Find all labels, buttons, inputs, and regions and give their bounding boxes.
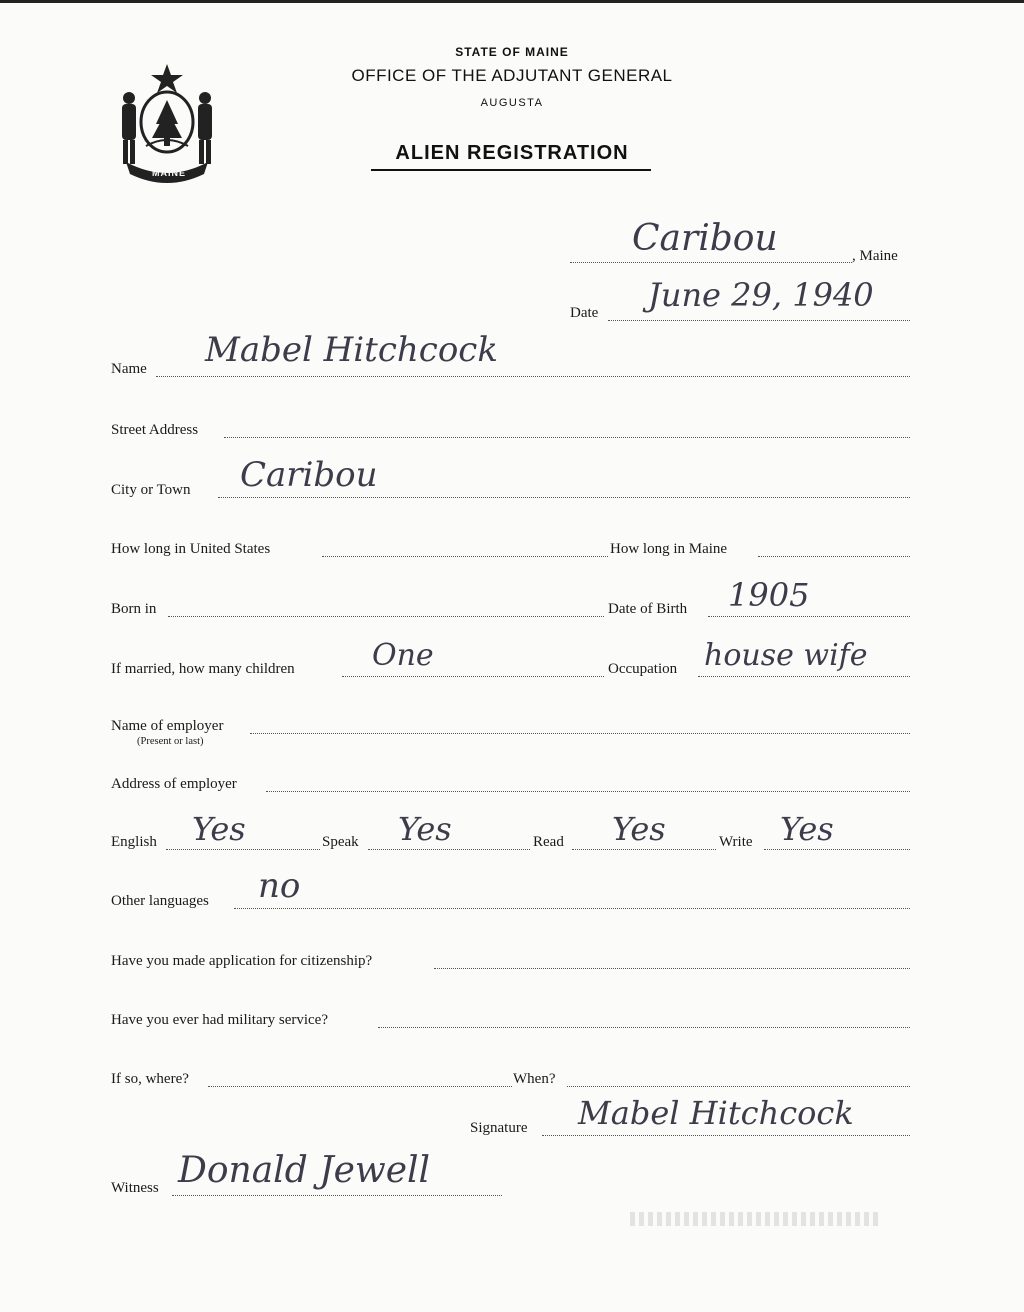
- dob-value: 1905: [728, 576, 810, 614]
- signature-line: [542, 1135, 910, 1136]
- speak-label: Speak: [322, 834, 359, 850]
- occupation-value: house wife: [704, 638, 868, 673]
- date-value: June 29, 1940: [648, 276, 874, 314]
- place-value: Caribou: [632, 218, 778, 259]
- us-label: How long in United States: [111, 541, 271, 557]
- header-city: AUGUSTA: [480, 97, 544, 109]
- write-label: Write: [719, 834, 753, 850]
- date-label: Date: [570, 305, 599, 321]
- english-label: English: [111, 834, 157, 850]
- employer-line: [250, 733, 910, 734]
- write-value: Yes: [780, 810, 834, 848]
- english-value: Yes: [192, 810, 246, 848]
- when-line: [567, 1086, 910, 1087]
- dob-label: Date of Birth: [608, 601, 688, 617]
- place-line: [570, 262, 852, 263]
- signature-value: Mabel Hitchcock: [578, 1094, 854, 1132]
- header-state: STATE OF MAINE: [455, 45, 569, 59]
- employer-address-line: [266, 791, 910, 792]
- employer-sublabel: (Present or last): [137, 736, 204, 747]
- seal-motto: MAINE: [152, 168, 186, 178]
- header-office: OFFICE OF THE ADJUTANT GENERAL: [351, 66, 673, 85]
- citizenship-label: Have you made application for citizenship?: [111, 953, 373, 969]
- english-line: [166, 849, 320, 850]
- where-line: [208, 1086, 512, 1087]
- signature-label: Signature: [470, 1120, 528, 1136]
- read-label: Read: [533, 834, 564, 850]
- faint-stamp-mark: [630, 1212, 880, 1226]
- city-label: City or Town: [111, 482, 191, 498]
- write-line: [764, 849, 910, 850]
- read-value: Yes: [612, 810, 666, 848]
- form-title: ALIEN REGISTRATION: [395, 142, 629, 164]
- born-line: [168, 616, 604, 617]
- employer-address-label: Address of employer: [111, 776, 237, 792]
- top-border: [0, 0, 1024, 3]
- witness-value: Donald Jewell: [178, 1150, 431, 1191]
- speak-value: Yes: [398, 810, 452, 848]
- city-value: Caribou: [240, 455, 378, 495]
- other-languages-line: [234, 908, 910, 909]
- occupation-label: Occupation: [608, 661, 678, 677]
- other-languages-value: no: [258, 866, 301, 906]
- employer-label: Name of employer: [111, 718, 224, 734]
- speak-line: [368, 849, 530, 850]
- children-line: [342, 676, 604, 677]
- maine-line: [758, 556, 910, 557]
- us-line: [322, 556, 608, 557]
- name-line: [156, 376, 910, 377]
- citizenship-line: [434, 968, 910, 969]
- born-label: Born in: [111, 601, 157, 617]
- children-label: If married, how many children: [111, 661, 295, 677]
- title-underline: [371, 169, 651, 171]
- street-label: Street Address: [111, 422, 199, 438]
- place-suffix: , Maine: [852, 248, 898, 264]
- name-value: Mabel Hitchcock: [205, 330, 498, 370]
- other-languages-label: Other languages: [111, 893, 209, 909]
- dob-line: [708, 616, 910, 617]
- street-line: [224, 437, 910, 438]
- when-label: When?: [513, 1071, 556, 1087]
- military-label: Have you ever had military service?: [111, 1012, 328, 1028]
- name-label: Name: [111, 361, 147, 377]
- maine-label: How long in Maine: [610, 541, 728, 557]
- witness-label: Witness: [111, 1180, 159, 1196]
- children-value: One: [372, 638, 434, 673]
- city-line: [218, 497, 910, 498]
- occupation-line: [698, 676, 910, 677]
- date-line: [608, 320, 910, 321]
- where-label: If so, where?: [111, 1071, 189, 1087]
- read-line: [572, 849, 716, 850]
- military-line: [378, 1027, 910, 1028]
- witness-line: [172, 1195, 502, 1196]
